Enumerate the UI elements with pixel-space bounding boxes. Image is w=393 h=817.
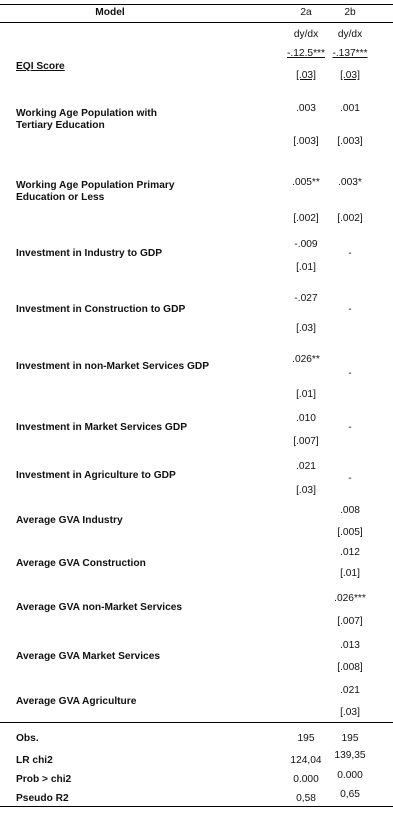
primary-se-2b: [.002] [337,213,363,224]
primary-coef-2b: .003* [338,177,362,188]
inv-construction-coef-2a: -.027 [294,293,318,304]
inv-nonmarket-se-2a: [.01] [296,389,316,400]
inv-nonmarket-coef-2a: .026** [292,354,320,365]
header-col-2b: 2b [344,7,356,18]
gva-industry-coef-2b: .008 [340,505,360,516]
stat-lr-2a: 124,04 [290,755,322,766]
stat-label-prob: Prob > chi2 [16,774,72,785]
gva-market-se-2b: [.008] [337,662,363,673]
primary-se-2a: [.002] [293,213,319,224]
gva-nonmarket-se-2b: [.007] [337,616,363,627]
gva-agri-coef-2b: .021 [340,685,360,696]
inv-agri-se-2a: [.03] [296,485,316,496]
inv-industry-coef-2a: -.009 [294,239,318,250]
row-label-gva-market: Average GVA Market Services [16,651,161,662]
tertiary-se-2b: [.003] [337,136,363,147]
inv-industry-se-2a: [.01] [296,262,316,273]
inv-market-coef-2a: .010 [296,413,316,424]
dydx-2b: dy/dx [337,29,363,40]
row-label-gva-agri: Average GVA Agriculture [16,696,137,707]
gva-nonmarket-coef-2b: .026*** [334,593,366,604]
inv-industry-coef-2b: - [348,248,352,259]
eqi-se-2b: [.03] [340,70,360,81]
stat-label-pseudo: Pseudo R2 [16,793,69,804]
gva-industry-se-2b: [.005] [337,527,363,538]
dydx-2a: dy/dx [293,29,319,40]
inv-agri-coef-2a: .021 [296,461,316,472]
gva-construction-coef-2b: .012 [340,547,360,558]
row-label-tertiary: Working Age Population with Tertiary Education [16,108,157,131]
stat-label-lr: LR chi2 [16,755,53,766]
row-label-inv-industry: Investment in Industry to GDP [16,248,163,259]
inv-construction-coef-2b: - [348,304,352,315]
row-label-inv-nonmarket: Investment in non-Market Services GDP [16,361,210,372]
row-label-primary: Working Age Population Primary Education or Less [16,180,175,203]
stat-prob-2b: 0.000 [337,770,363,781]
bottom-rule [0,806,393,807]
row-label-eqi: EQI Score [16,61,65,72]
row-label-inv-market: Investment in Market Services GDP [16,422,187,433]
stat-pseudo-2b: 0,65 [340,789,360,800]
inv-market-coef-2b: - [348,422,352,433]
header-col-2a: 2a [300,7,312,18]
inv-agri-coef-2b: - [348,473,352,484]
gva-construction-se-2b: [.01] [340,568,360,579]
top-rule [0,4,393,5]
inv-construction-se-2a: [.03] [296,323,316,334]
stat-pseudo-2a: 0,58 [296,793,316,804]
primary-coef-2a: .005** [292,177,320,188]
header-rule [0,22,393,23]
row-label-inv-construction: Investment in Construction to GDP [16,304,186,315]
row-label-gva-nonmarket: Average GVA non-Market Services [16,602,183,613]
eqi-se-2a: [.03] [296,70,316,81]
stat-label-obs: Obs. [16,733,39,744]
tertiary-coef-2a: .003 [296,103,316,114]
row-label-inv-agri: Investment in Agriculture to GDP [16,470,176,481]
tertiary-se-2a: [.003] [293,136,319,147]
header-model: Model [95,7,125,18]
gva-agri-se-2b: [.03] [340,707,360,718]
stat-lr-2b: 139,35 [334,750,366,761]
row-label-gva-construction: Average GVA Construction [16,558,146,569]
stats-rule [0,722,393,723]
stat-prob-2a: 0.000 [293,774,319,785]
stat-obs-2b: 195 [341,733,359,744]
tertiary-coef-2b: .001 [340,103,360,114]
row-label-gva-industry: Average GVA Industry [16,515,123,526]
stat-obs-2a: 195 [297,733,315,744]
inv-market-se-2a: [.007] [293,436,319,447]
gva-market-coef-2b: .013 [340,640,360,651]
eqi-coef-2b: -.137*** [332,48,368,59]
eqi-coef-2a: -.12.5*** [287,48,325,59]
inv-nonmarket-coef-2b: - [348,368,352,379]
